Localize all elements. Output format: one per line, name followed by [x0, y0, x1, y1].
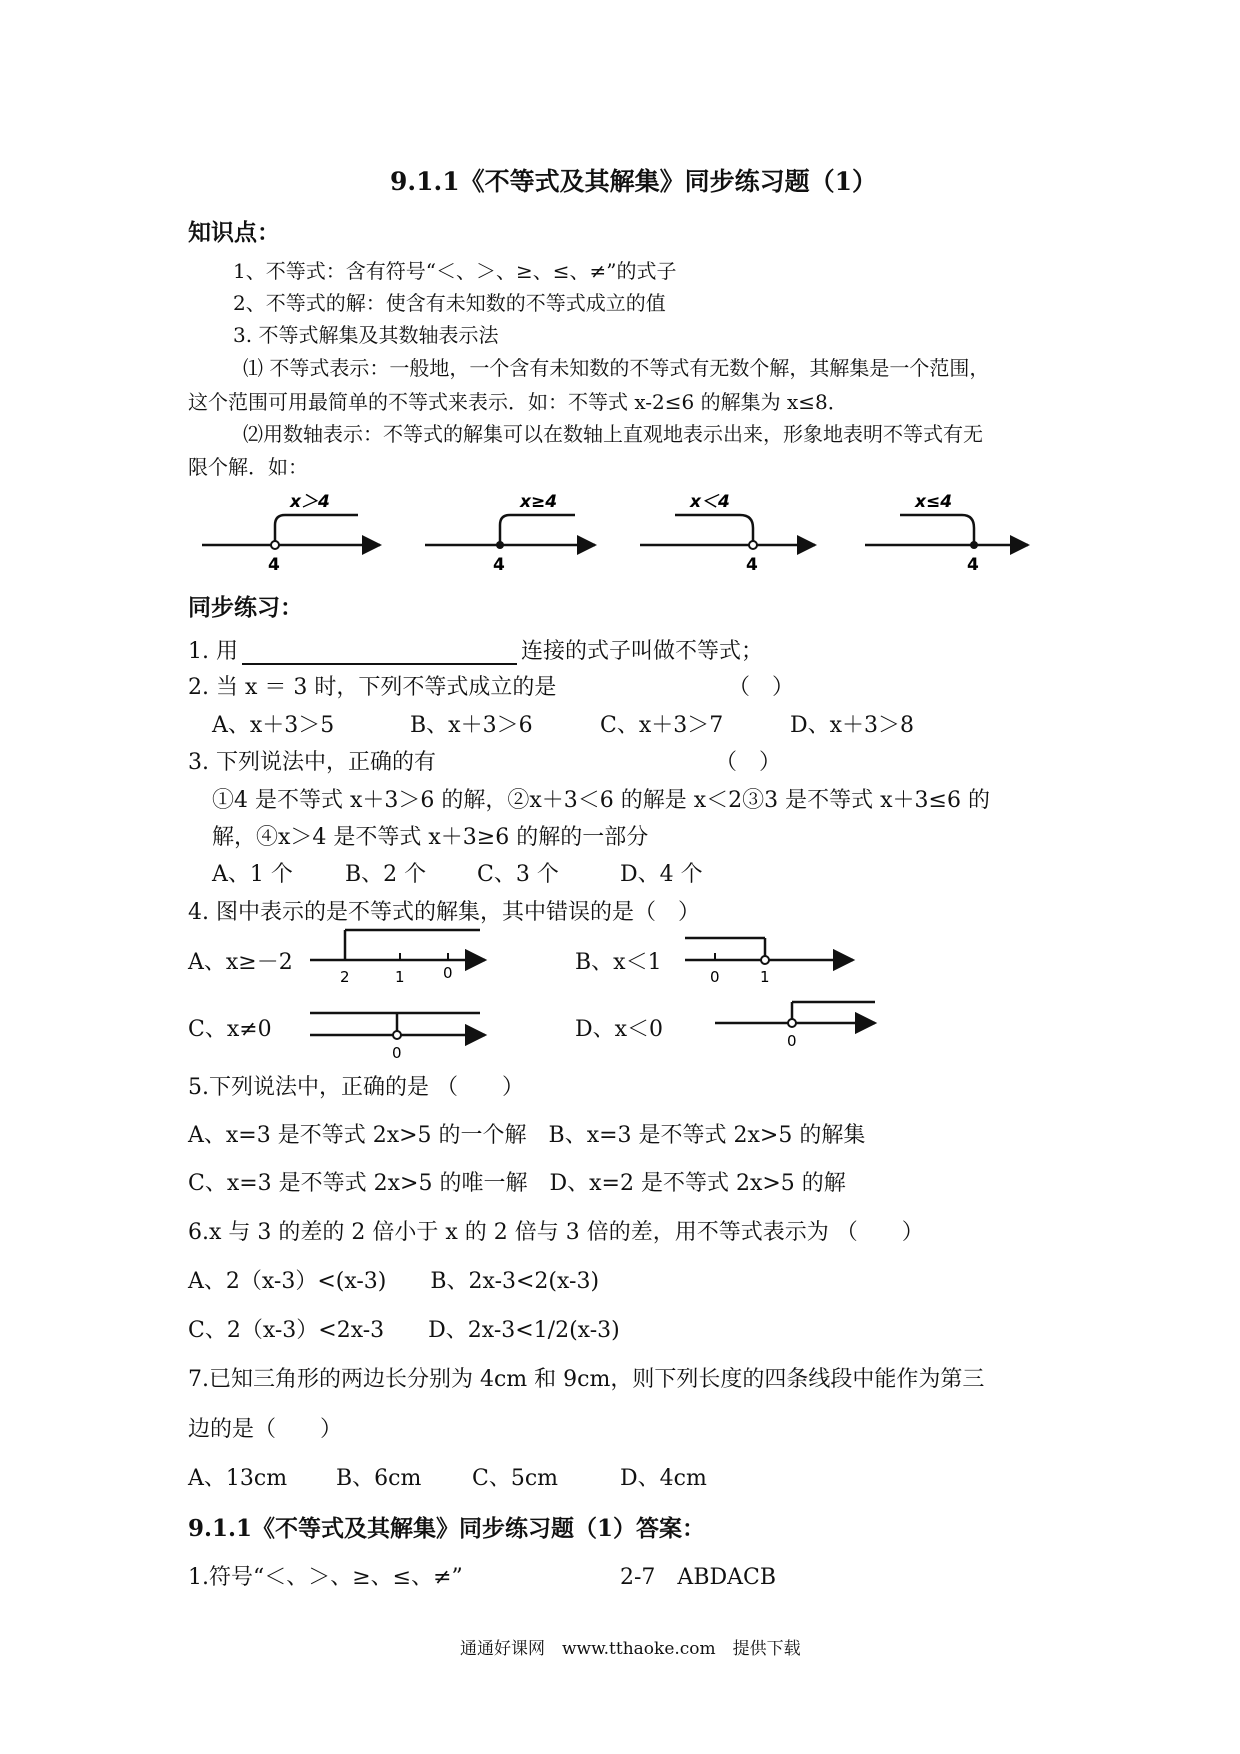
closed-dot [970, 541, 978, 549]
q3-option-d: D、4 个 [620, 862, 703, 887]
page-title: 9.1.1《不等式及其解集》同步练习题（1） [390, 167, 877, 196]
tick-label: 1 [395, 968, 405, 986]
q4-line-a [310, 930, 485, 986]
q4-line-d [715, 1002, 875, 1050]
question-6: 6.x 与 3 的差的 2 倍小于 x 的 2 倍与 3 倍的差，用不等式表示为 （ ） [188, 1220, 924, 1245]
question-6-line1: A、2（x-3）<(x-3) B、2x-3<2(x-3) [188, 1269, 600, 1294]
question-1-prefix: 1. 用 [188, 639, 238, 664]
open-dot [749, 541, 757, 549]
tick-label: 4 [746, 555, 758, 575]
q4-option-c-label: C、x≠0 [188, 1017, 272, 1042]
question-2: 2. 当 x ＝ 3 时，下列不等式成立的是 [188, 675, 557, 700]
q3-option-a: A、1 个 [212, 862, 293, 887]
answers-line-b: 2-7 ABDACB [620, 1565, 777, 1590]
question-2-paren: （ ） [728, 675, 795, 700]
q7-option-d: D、4cm [620, 1466, 707, 1491]
question-5-line1: A、x=3 是不等式 2x>5 的一个解 B、x=3 是不等式 2x>5 的解集 [188, 1123, 866, 1148]
q4-option-a-label: A、x≥－2 [188, 950, 293, 975]
practice-heading: 同步练习： [188, 594, 303, 621]
q7-option-b: B、6cm [336, 1466, 422, 1491]
answers-heading: 9.1.1《不等式及其解集》同步练习题（1）答案： [188, 1515, 706, 1542]
q3-option-b: B、2 个 [345, 862, 427, 887]
question-7-line1: 7.已知三角形的两边长分别为 4cm 和 9cm，则下列长度的四条线段中能作为第三 [188, 1367, 985, 1392]
number-line-x-le-4 [865, 492, 1028, 575]
q2-option-d: D、x＋3＞8 [790, 713, 915, 738]
number-line-x-ge-4 [425, 492, 595, 575]
q7-option-c: C、5cm [472, 1466, 559, 1491]
q3-option-c: C、3 个 [477, 862, 559, 887]
knowledge-p2-line2: 限个解．如： [188, 455, 308, 479]
question-6-line2: C、2（x-3）<2x-3 D、2x-3<1/2(x-3) [188, 1318, 620, 1343]
question-5-line2: C、x=3 是不等式 2x>5 的唯一解 D、x=2 是不等式 2x>5 的解 [188, 1171, 846, 1196]
knowledge-item-1: 1、不等式：含有符号“＜、＞、≥、≤、≠”的式子 [233, 259, 677, 283]
q4-line-b [685, 938, 853, 986]
question-3-line2: 解，④x＞4 是不等式 x＋3≥6 的解的一部分 [212, 825, 649, 850]
tick-label: 0 [443, 964, 453, 982]
tick-label: 4 [268, 555, 280, 575]
answers-line-a: 1.符号“＜、＞、≥、≤、≠” [188, 1565, 463, 1590]
tick-label: 2 [340, 968, 350, 986]
number-line-x-gt-4 [202, 492, 380, 575]
tick-label: 0 [787, 1032, 797, 1050]
tick-label: 0 [392, 1044, 402, 1062]
knowledge-p1-line2: 这个范围可用最简单的不等式来表示．如：不等式 x-2≤6 的解集为 x≤8． [188, 390, 848, 414]
open-dot [271, 541, 279, 549]
knowledge-item-2: 2、不等式的解：使含有未知数的不等式成立的值 [233, 291, 666, 315]
inequality-label: x≤4 [915, 492, 953, 512]
question-3-paren: （ ） [715, 750, 782, 775]
tick-label: 4 [967, 555, 979, 575]
inequality-label: x＜4 [690, 492, 730, 512]
question-3: 3. 下列说法中，正确的有 [188, 750, 436, 775]
open-dot [788, 1019, 796, 1027]
knowledge-item-3: 3. 不等式解集及其数轴表示法 [233, 323, 499, 347]
question-4: 4. 图中表示的是不等式的解集，其中错误的是（ ） [188, 900, 700, 925]
closed-dot [496, 541, 504, 549]
question-3-line1: ①4 是不等式 x＋3＞6 的解，②x＋3＜6 的解是 x＜2③3 是不等式 x＋3≤6 的 [212, 788, 990, 813]
inequality-label: x≥4 [520, 492, 558, 512]
q4-line-c [310, 1013, 485, 1062]
question-1-suffix: 连接的式子叫做不等式； [520, 639, 763, 664]
open-dot [393, 1031, 401, 1039]
open-dot [761, 956, 769, 964]
number-line-x-lt-4 [640, 492, 815, 575]
q4-option-b-label: B、x＜1 [575, 950, 662, 975]
answer-blank [242, 637, 517, 665]
q2-option-a: A、x＋3＞5 [212, 713, 335, 738]
q2-option-c: C、x＋3＞7 [600, 713, 724, 738]
knowledge-p2-line1: ⑵用数轴表示：不等式的解集可以在数轴上直观地表示出来，形象地表明不等式有无 [243, 422, 983, 446]
q4-option-d-label: D、x＜0 [575, 1017, 664, 1042]
tick-label: 1 [760, 968, 770, 986]
question-7-line2: 边的是（ ） [188, 1417, 343, 1442]
number-line-examples [190, 480, 1050, 580]
q7-option-a: A、13cm [188, 1466, 288, 1491]
knowledge-heading: 知识点： [188, 219, 280, 246]
knowledge-p1-line1: ⑴ 不等式表示：一般地，一个含有未知数的不等式有无数个解，其解集是一个范围， [243, 356, 990, 380]
question-5: 5.下列说法中，正确的是 （ ） [188, 1075, 524, 1100]
footer: 通通好课网 www.tthaoke.com 提供下载 [460, 1639, 801, 1659]
inequality-label: x＞4 [290, 492, 330, 512]
tick-label: 4 [493, 555, 505, 575]
q4-number-lines [300, 920, 900, 1065]
tick-label: 0 [710, 968, 720, 986]
question-1 [188, 634, 763, 665]
q2-option-b: B、x＋3＞6 [410, 713, 533, 738]
